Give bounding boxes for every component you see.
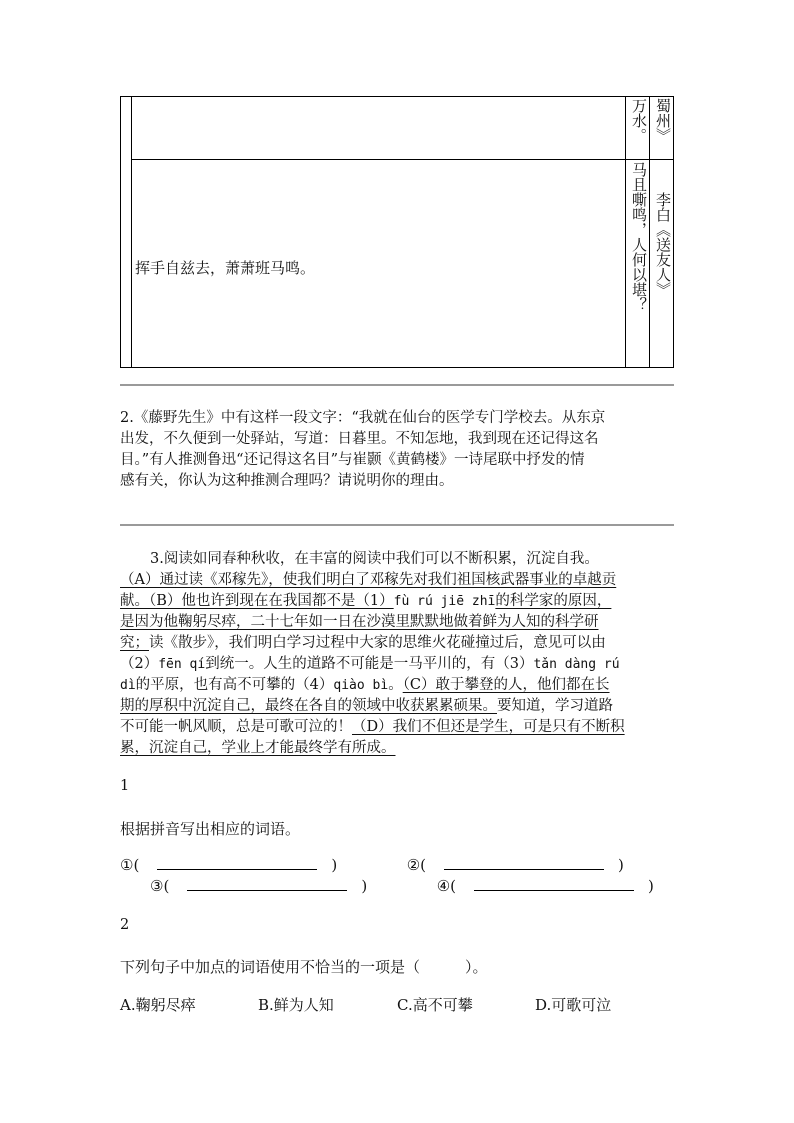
answer-blank-2[interactable]	[444, 855, 604, 870]
pinyin-4: qiào bì	[333, 678, 389, 693]
subquestion-1-prompt: 根据拼音写出相应的词语。	[120, 820, 301, 838]
pinyin-3-cont: dì	[120, 678, 136, 693]
option-a[interactable]: A.鞠躬尽瘁	[120, 996, 196, 1014]
question-2-line: 出发，不久便到一处驿站，写道：日暮里。不知怎地，我到现在还记得这名	[120, 431, 599, 447]
answer-blank-3[interactable]	[187, 876, 347, 891]
table-column-divider	[649, 97, 650, 367]
blank-4-open: ④(	[436, 877, 457, 895]
pinyin-3: tǎn dàng rú	[533, 657, 620, 672]
passage-line	[120, 696, 676, 717]
passage-segment: 读《散步》，我们明白学习过程中大家的思维火花碰撞过后，意见可以由	[149, 635, 606, 651]
row2-source: 李白《送友人》	[654, 192, 672, 297]
passage-segment: 到统一。人生的道路不可能是一马平川的，有（3）	[205, 656, 534, 672]
answer-blank-4[interactable]	[474, 876, 634, 891]
table-column-divider	[625, 97, 626, 367]
answer-blank-1[interactable]	[157, 855, 317, 870]
question-2-line: 目。”有人推测鲁迅“还记得这名目”与崔颢《黄鹤楼》一诗尾联中抒发的情	[120, 452, 585, 468]
blank-4-close: )	[648, 877, 654, 895]
table-row-divider	[131, 159, 673, 160]
passage-line	[120, 675, 676, 696]
passage-line: （A）通过读《邓稼先》，使我们明白了邓稼先对我们祖国核武器事业的卓越贡	[120, 572, 617, 588]
subquestion-2-prompt: 下列句子中加点的词语使用不恰当的一项是（ ）。	[120, 958, 488, 976]
passage-line	[120, 591, 676, 612]
passage-line	[120, 633, 676, 654]
passage-segment: （D）我们不但还是学生，可是只有不断积	[352, 719, 625, 735]
blank-1-open: ①(	[120, 856, 140, 874]
blank-2-close: )	[618, 856, 624, 874]
passage-segment: 要知道，学习道路	[497, 698, 613, 714]
passage-line: 累，沉淀自己，学业上才能最终学有所成。	[120, 740, 396, 756]
row1-source: 蜀州》	[654, 98, 672, 143]
option-d[interactable]: D.可歌可泣	[535, 996, 612, 1014]
answer-blanks-row-2	[150, 876, 654, 895]
passage-segment: 不可能一帆风顺，总是可歌可泣的！	[120, 719, 352, 735]
subquestion-2-number: 2	[120, 917, 130, 933]
pinyin-2: fēn qí	[158, 657, 206, 672]
blank-1-close: )	[331, 856, 338, 874]
row1-poem-line: 万水。	[630, 98, 648, 143]
passage-line	[120, 717, 676, 738]
passage-line	[120, 654, 676, 675]
question-2-line: 2.《藤野先生》中有这样一段文字：“我就在仙台的医学专门学校去。从东京	[120, 410, 606, 426]
passage-segment: （C）敢于攀登的人，他们都在长	[402, 677, 610, 693]
option-b[interactable]: B.鲜为人知	[258, 996, 334, 1014]
blank-2-open: ②(	[406, 856, 427, 874]
passage-segment: 。	[388, 677, 403, 693]
poem-table	[120, 96, 674, 368]
table-inner-left-border	[131, 97, 132, 367]
passage-line: 3.阅读如同春种秋收，在丰富的阅读中我们可以不断积累，沉淀自我。	[150, 551, 599, 567]
question-2-line: 感有关，你认为这种推测合理吗？请说明你的理由。	[120, 473, 454, 489]
answer-divider	[120, 384, 674, 386]
question-2	[120, 408, 676, 492]
passage-segment: 的平原，也有高不可攀的（4）	[135, 677, 334, 693]
answer-divider	[120, 524, 674, 526]
pinyin-1: fù rú jiē zhī	[393, 594, 496, 609]
passage-segment: 期的厚积中沉淀自己，最终在各自的领域中收获累累硕果。	[120, 698, 497, 714]
blank-3-close: )	[361, 877, 368, 895]
passage-segment: 献。（B）他也许到现在在我国都不是（1）	[120, 593, 394, 609]
subquestion-1-number: 1	[120, 778, 130, 794]
answer-blanks-row-1	[120, 855, 624, 874]
row1-text-cell	[135, 99, 623, 155]
passage-segment: （2）	[120, 656, 159, 672]
passage-segment: 究；	[120, 635, 149, 651]
question-3-passage	[120, 549, 676, 759]
blank-3-open: ③(	[150, 877, 170, 895]
passage-segment: 的科学家的原因，	[495, 593, 612, 609]
passage-line: 是因为他鞠躬尽瘁，二十七年如一日在沙漠里默默地做着鲜为人知的科学研	[120, 614, 599, 630]
row2-text-cell: 挥手自兹去，萧萧班马鸣。	[135, 259, 316, 277]
option-c[interactable]: C.高不可攀	[397, 996, 473, 1014]
row2-poem-line: 马且嘶鸣，人何以堪？	[630, 162, 648, 312]
